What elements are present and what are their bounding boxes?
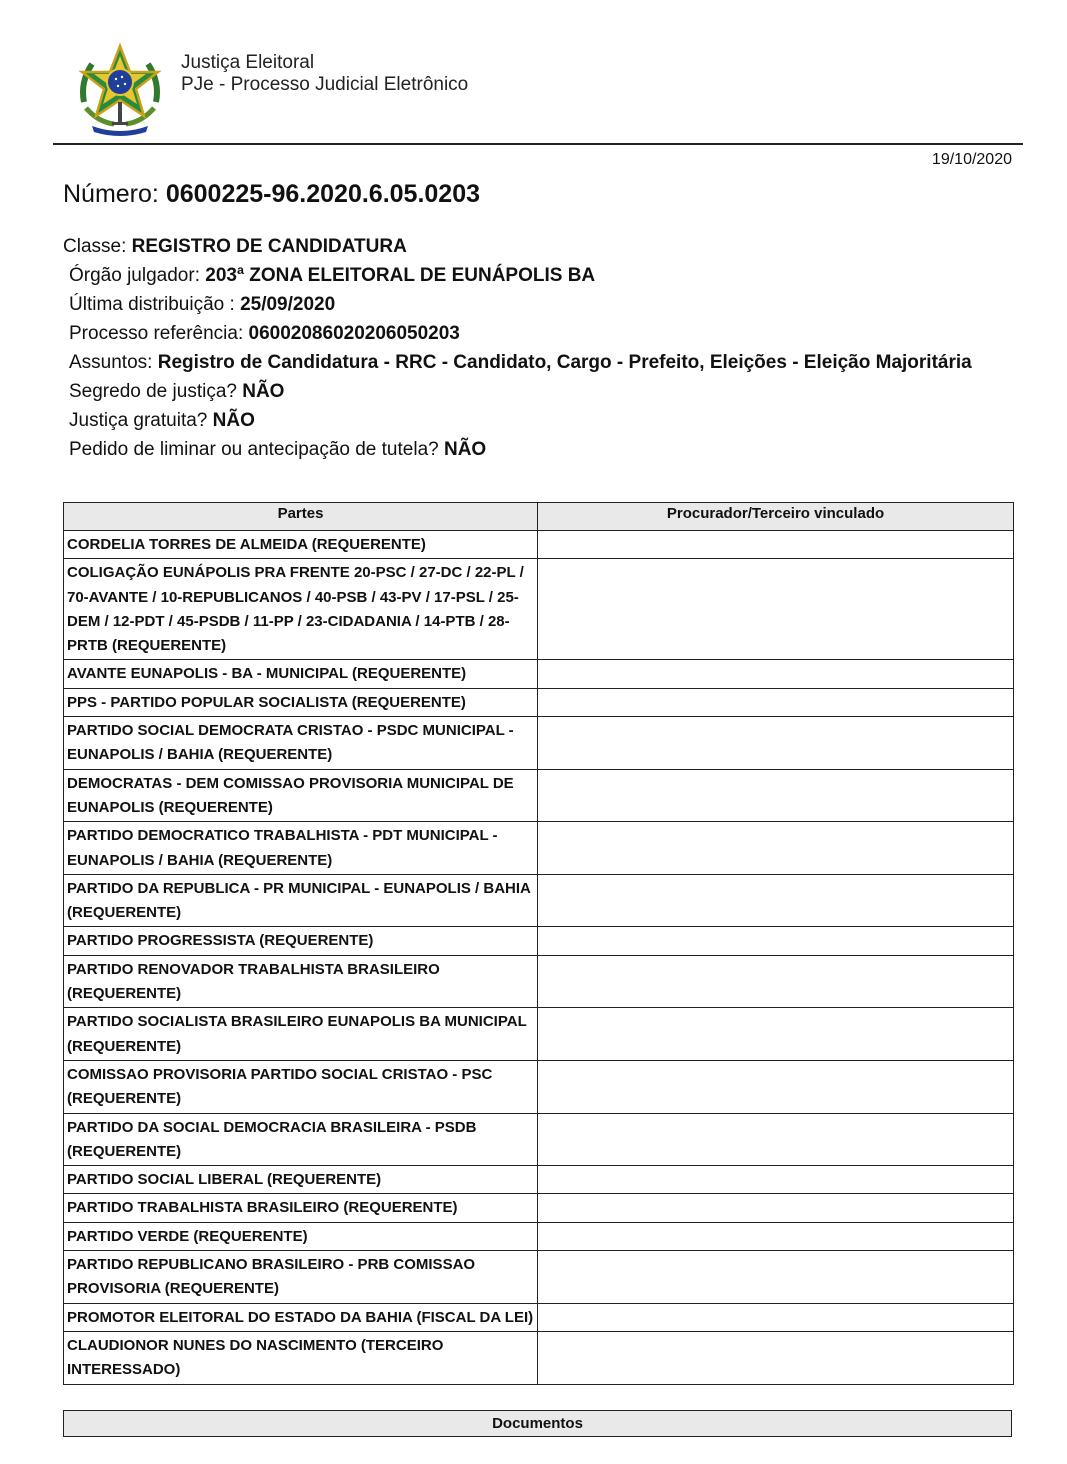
documentos-header: Documentos: [63, 1410, 1012, 1437]
parte-cell: PARTIDO TRABALHISTA BRASILEIRO (REQUERENTE): [64, 1194, 538, 1222]
table-header-row: [64, 503, 1014, 531]
parte-cell: PARTIDO DEMOCRATICO TRABALHISTA - PDT MUNICIPAL - EUNAPOLIS / BAHIA (REQUERENTE): [64, 822, 538, 875]
table-row: [64, 822, 1014, 875]
procurador-cell: [538, 1331, 1014, 1384]
segredo-label: Segredo de justiça?: [69, 381, 237, 402]
numero-value: 0600225-96.2020.6.05.0203: [165, 180, 481, 208]
procurador-cell: [538, 1060, 1014, 1113]
header-divider: [53, 143, 1023, 145]
page-header: [0, 0, 1067, 168]
document-date: 19/10/2020: [931, 151, 1012, 168]
parte-cell: PARTIDO PROGRESSISTA (REQUERENTE): [64, 927, 538, 955]
col-procurador-header: Procurador/Terceiro vinculado: [538, 503, 1014, 531]
liminar-value: NÃO: [443, 439, 487, 460]
procurador-cell: [538, 1303, 1014, 1331]
table-row: [64, 1166, 1014, 1194]
gratuita-label: Justiça gratuita?: [69, 410, 208, 431]
referencia-label: Processo referência:: [69, 323, 244, 344]
parte-cell: CORDELIA TORRES DE ALMEIDA (REQUERENTE): [64, 531, 538, 559]
classe-value: REGISTRO DE CANDIDATURA: [131, 236, 407, 257]
procurador-cell: [538, 1008, 1014, 1061]
parties-table: [63, 502, 1014, 1385]
numero-label: Número:: [63, 180, 159, 208]
parte-cell: PARTIDO SOCIAL DEMOCRATA CRISTAO - PSDC MUNICIPAL - EUNAPOLIS / BAHIA (REQUERENTE): [64, 717, 538, 770]
procurador-cell: [538, 955, 1014, 1008]
parte-cell: PPS - PARTIDO POPULAR SOCIALISTA (REQUERENTE): [64, 688, 538, 716]
process-details: [63, 232, 1013, 464]
parte-cell: PROMOTOR ELEITORAL DO ESTADO DA BAHIA (FISCAL DA LEI): [64, 1303, 538, 1331]
table-row: [64, 1008, 1014, 1061]
table-row: [64, 1194, 1014, 1222]
table-row: [64, 874, 1014, 927]
distribuicao-value: 25/09/2020: [240, 294, 336, 315]
parte-cell: PARTIDO SOCIAL LIBERAL (REQUERENTE): [64, 1166, 538, 1194]
distribuicao-label: Última distribuição :: [69, 294, 235, 315]
procurador-cell: [538, 1113, 1014, 1166]
parte-cell: PARTIDO DA SOCIAL DEMOCRACIA BRASILEIRA - PSDB (REQUERENTE): [64, 1113, 538, 1166]
table-row: [64, 688, 1014, 716]
gratuita-value: NÃO: [212, 410, 255, 431]
table-row: [64, 1331, 1014, 1384]
segredo-line: [63, 377, 1013, 406]
table-row: [64, 717, 1014, 770]
parties-table-body: [64, 531, 1014, 1385]
parte-cell: PARTIDO REPUBLICANO BRASILEIRO - PRB COMISSAO PROVISORIA (REQUERENTE): [64, 1251, 538, 1304]
liminar-line: [63, 435, 1013, 464]
process-number: [63, 180, 480, 209]
table-row: [64, 660, 1014, 688]
org-line-2: PJe - Processo Judicial Eletrônico: [181, 74, 469, 95]
distribuicao-line: [63, 290, 1013, 319]
parte-cell: CLAUDIONOR NUNES DO NASCIMENTO (TERCEIRO INTERESSADO): [64, 1331, 538, 1384]
parte-cell: COMISSAO PROVISORIA PARTIDO SOCIAL CRISTAO - PSC (REQUERENTE): [64, 1060, 538, 1113]
table-row: [64, 1060, 1014, 1113]
org-line-1: Justiça Eleitoral: [181, 52, 315, 73]
table-row: [64, 559, 1014, 660]
procurador-cell: [538, 874, 1014, 927]
procurador-cell: [538, 688, 1014, 716]
procurador-cell: [538, 717, 1014, 770]
procurador-cell: [538, 660, 1014, 688]
procurador-cell: [538, 1222, 1014, 1250]
classe-label: Classe:: [63, 236, 127, 257]
segredo-value: NÃO: [242, 381, 285, 402]
parte-cell: AVANTE EUNAPOLIS - BA - MUNICIPAL (REQUERENTE): [64, 660, 538, 688]
table-row: [64, 955, 1014, 1008]
table-row: [64, 927, 1014, 955]
orgao-label: Órgão julgador:: [69, 265, 200, 286]
table-row: [64, 1303, 1014, 1331]
procurador-cell: [538, 1166, 1014, 1194]
procurador-cell: [538, 769, 1014, 822]
parte-cell: PARTIDO DA REPUBLICA - PR MUNICIPAL - EUNAPOLIS / BAHIA (REQUERENTE): [64, 874, 538, 927]
assuntos-value: Registro de Candidatura - RRC - Candidato, Cargo - Prefeito, Eleições - Eleição Majoritária: [157, 352, 972, 373]
parte-cell: PARTIDO VERDE (REQUERENTE): [64, 1222, 538, 1250]
procurador-cell: [538, 822, 1014, 875]
gratuita-line: [63, 406, 1013, 435]
procurador-cell: [538, 1194, 1014, 1222]
parte-cell: COLIGAÇÃO EUNÁPOLIS PRA FRENTE 20-PSC / 27-DC / 22-PL / 70-AVANTE / 10-REPUBLICANOS / 40-PSB / 43-PV / 17-PSL / 25-DEM / 12-PDT / 45-PSDB / 11-PP / 23-CIDADANIA / 14-PTB / 28-PRTB (REQUERENTE): [64, 559, 538, 660]
orgao-line: [63, 261, 1013, 290]
procurador-cell: [538, 531, 1014, 559]
table-row: [64, 1222, 1014, 1250]
procurador-cell: [538, 1251, 1014, 1304]
parte-cell: PARTIDO SOCIALISTA BRASILEIRO EUNAPOLIS BA MUNICIPAL (REQUERENTE): [64, 1008, 538, 1061]
col-partes-header: Partes: [64, 503, 538, 531]
procurador-cell: [538, 559, 1014, 660]
procurador-cell: [538, 927, 1014, 955]
parte-cell: DEMOCRATAS - DEM COMISSAO PROVISORIA MUNICIPAL DE EUNAPOLIS (REQUERENTE): [64, 769, 538, 822]
referencia-line: [63, 319, 1013, 348]
organization-name: [181, 52, 468, 96]
brazil-coat-of-arms-icon: [74, 42, 166, 138]
table-row: [64, 1113, 1014, 1166]
referencia-value: 06002086020206050203: [248, 323, 460, 344]
orgao-value: 203ª ZONA ELEITORAL DE EUNÁPOLIS BA: [205, 265, 596, 286]
table-row: [64, 531, 1014, 559]
liminar-label: Pedido de liminar ou antecipação de tutela?: [69, 439, 439, 460]
classe-line: [63, 232, 1013, 261]
assuntos-line: [63, 348, 1013, 377]
parte-cell: PARTIDO RENOVADOR TRABALHISTA BRASILEIRO (REQUERENTE): [64, 955, 538, 1008]
assuntos-label: Assuntos:: [69, 352, 153, 373]
table-row: [64, 769, 1014, 822]
table-row: [64, 1251, 1014, 1304]
